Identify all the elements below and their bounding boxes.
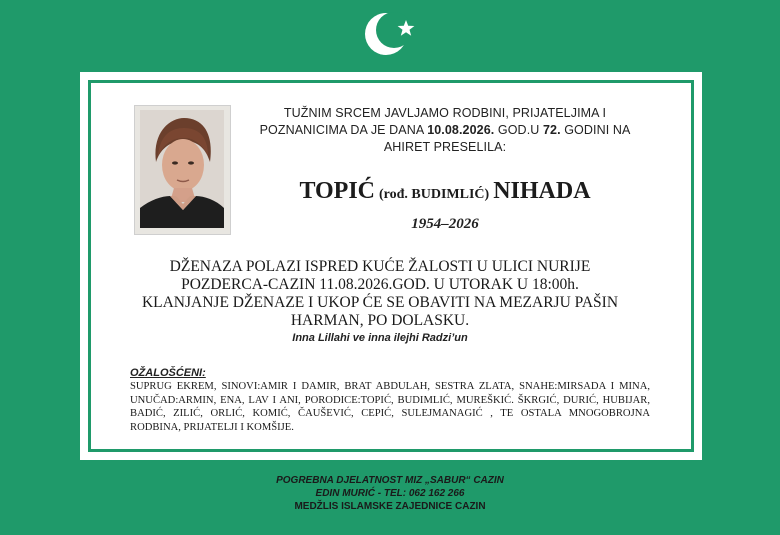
deceased-name — [240, 178, 650, 205]
obituary-card — [80, 72, 702, 460]
intro-line-3: AHIRET PRESELILA: — [383, 140, 507, 154]
mourners-list: SUPRUG EKREM, SINOVI:AMIR I DAMIR, BRAT ABDULAH, SESTRA ZLATA, SNAHE:MIRSADA I MINA, UNUČAD:ARMIN, ENA, LAV I ANI, PORODICE:TOPIĆ, BUDIMLIĆ, MUREŠKIĆ. ŠKRGIĆ, DURIĆ, HUBIJAR, BADIĆ, ZILIĆ, ORLIĆ, KOMIĆ, ČAUŠEVIĆ, CEPIĆ, SULEJMANAGIĆ , TE OSTALA MNOGOBROJNA RODBINA, PRIJATELJI I KOMŠIJE. — [130, 381, 650, 433]
intro-line-1: TUŽNIM SRCEM JAVLJAMO RODBINI, PRIJATELJIMA I — [283, 106, 607, 120]
announcement-intro — [240, 105, 650, 156]
mourners-title: OŽALOŠĆENI: — [130, 367, 206, 379]
portrait-photo — [135, 106, 230, 234]
intro-text: GODINI NA — [560, 123, 631, 137]
life-years: 1954–2026 — [411, 216, 479, 232]
intro-text: POZNANICIMA DA JE DANA — [259, 123, 428, 137]
intro-text: GOD.U — [494, 123, 543, 137]
date-of-death: 10.08.2026. — [427, 123, 495, 137]
funeral-line-3: KLANJANJE DŽENAZE I UKOP ĆE SE OBAVITI NA MEZARJU PAŠIN — [141, 294, 619, 311]
surname: TOPIĆ — [299, 178, 376, 204]
footer-line-2: EDIN MURIĆ - TEL: 062 162 266 — [315, 488, 465, 499]
funeral-line-4: HARMAN, PO DOLASKU. — [290, 312, 470, 329]
footer-line-3: MEDŽLIS ISLAMSKE ZAJEDNICE CAZIN — [294, 501, 486, 512]
age-at-death: 72. — [542, 123, 561, 137]
first-name: NIHADA — [493, 178, 591, 204]
funeral-service-footer — [160, 474, 620, 513]
prayer-text: Inna Lillahi ve inna ilejhi Radzi’un — [292, 332, 468, 344]
portrait-illustration — [140, 110, 224, 228]
funeral-line-1: DŽENAZA POLAZI ISPRED KUĆE ŽALOSTI U ULICI NURIJE — [169, 258, 591, 275]
funeral-line-2: POZDERCA-CAZIN 11.08.2026.GOD. U UTORAK U 18:00h. — [181, 276, 579, 293]
portrait-image — [140, 110, 224, 228]
maiden-name: (rođ. BUDIMLIĆ) — [379, 187, 490, 202]
intro-line-2 — [240, 122, 650, 139]
funeral-details — [120, 258, 640, 330]
footer-line-1: POGREBNA DJELATNOST MIZ „SABUR“ CAZIN — [276, 475, 504, 486]
crescent-star-icon — [360, 6, 420, 62]
